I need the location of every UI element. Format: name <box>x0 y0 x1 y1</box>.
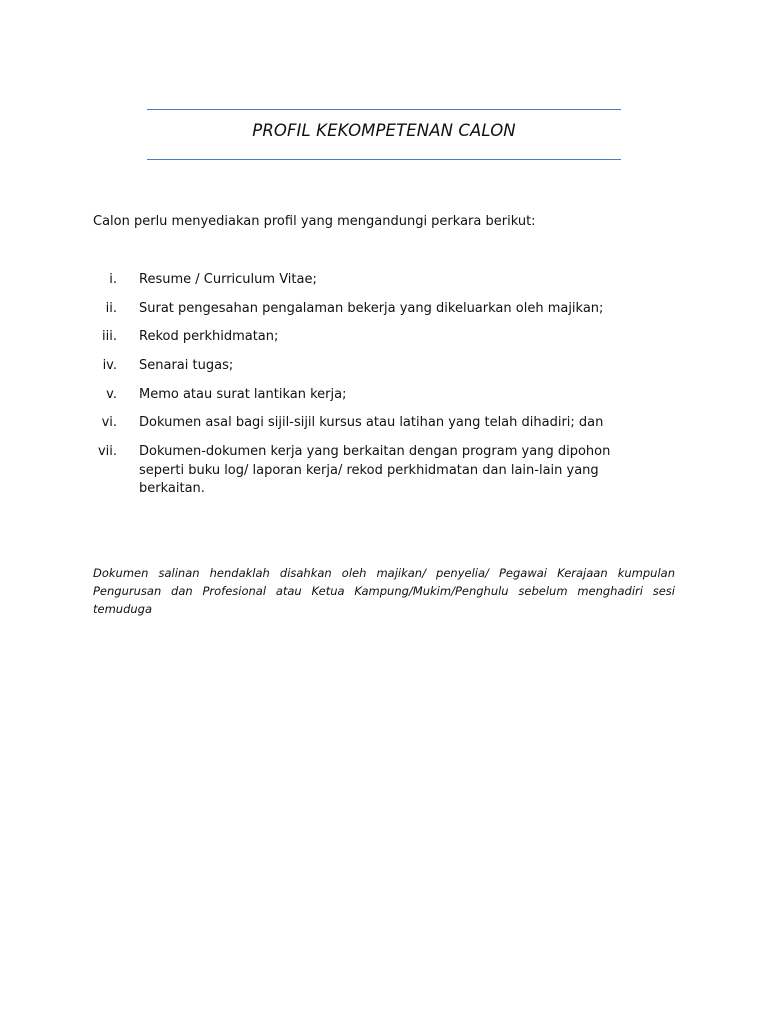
list-item-number: vii. <box>97 444 117 460</box>
list-item-number: vi. <box>101 415 117 431</box>
list-item-text: Dokumen asal bagi sijil-sijil kursus atau latihan yang telah dihadiri; dan <box>139 415 604 431</box>
list-item <box>93 328 653 347</box>
footnote-text: Dokumen salinan hendaklah disahkan oleh majikan/ penyelia/ Pegawai Kerajaan kumpulan Pengurusan dan Profesional atau Ketua Kampung/Mukim/Penghulu sebelum menghadiri sesi temuduga <box>93 566 675 616</box>
list-item-text: Memo atau surat lantikan kerja; <box>139 386 347 402</box>
list-item-number: v. <box>106 386 117 402</box>
page-title: PROFIL KEKOMPETENAN CALON <box>252 121 516 140</box>
list-item-text: Senarai tugas; <box>139 358 234 374</box>
list-item <box>93 414 653 433</box>
title-bottom-rule <box>147 159 621 160</box>
title-top-rule <box>147 109 621 110</box>
list-item-text: Rekod perkhidmatan; <box>139 329 279 345</box>
list-item-text: Resume / Curriculum Vitae; <box>139 272 317 287</box>
intro-text: Calon perlu menyediakan profil yang mengandungi perkara berikut: <box>93 214 536 229</box>
list-item <box>93 357 653 376</box>
list-item <box>93 300 653 319</box>
list-item-text: Dokumen-dokumen kerja yang berkaitan dengan program yang dipohon seperti buku log/ laporan kerja/ rekod perkhidmatan dan lain-lain yang berkaitan. <box>139 444 611 497</box>
list-item-number: iv. <box>102 358 117 374</box>
requirements-list <box>93 271 653 509</box>
list-item <box>93 271 653 290</box>
list-item-number: iii. <box>102 329 117 345</box>
list-item <box>93 443 653 499</box>
list-item <box>93 386 653 405</box>
list-item-text: Surat pengesahan pengalaman bekerja yang dikeluarkan oleh majikan; <box>139 300 604 316</box>
list-item-number: i. <box>109 272 117 287</box>
list-item-number: ii. <box>105 300 117 316</box>
